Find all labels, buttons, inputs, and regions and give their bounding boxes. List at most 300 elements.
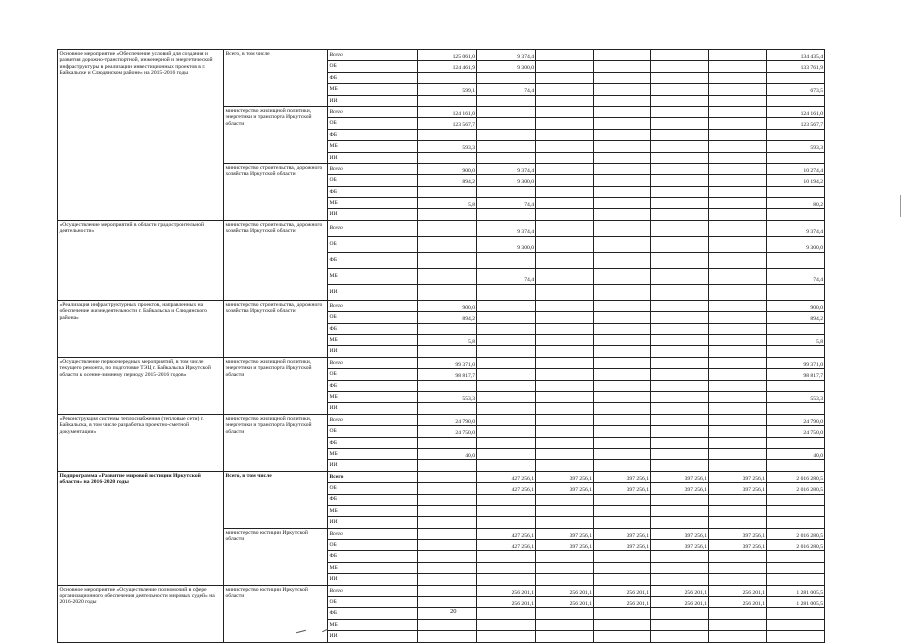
funding-source: Всего: [328, 471, 418, 482]
amount-cell: [536, 494, 594, 505]
amount-cell: [477, 517, 536, 528]
amount-cell: [709, 84, 767, 95]
amount-cell: [594, 323, 651, 334]
amount-cell: [418, 494, 477, 505]
amount-cell: [767, 346, 825, 357]
amount-cell: [709, 129, 767, 140]
amount-cell: [418, 608, 477, 619]
amount-cell: 9 300,0: [767, 236, 825, 252]
table-row: [58, 414, 825, 425]
amount-cell: [594, 391, 651, 402]
amount-cell: [651, 252, 709, 268]
funding-source: ИИ: [328, 346, 418, 357]
amount-cell: [536, 300, 594, 311]
activity-description: «Осуществление первоочередных мероприятий, в том числе текущего ремонта, по подготовке ТЭЦ г. Байкальска Иркутской области к осенне-зимнему периоду 2015-2016 годов»: [58, 357, 224, 414]
amount-cell: [418, 483, 477, 494]
amount-cell: [418, 152, 477, 163]
funding-source: ИИ: [328, 284, 418, 300]
amount-cell: [594, 608, 651, 619]
amount-cell: [709, 141, 767, 152]
amount-cell: [477, 391, 536, 402]
amount-cell: 123 567,7: [767, 118, 825, 129]
amount-cell: [709, 335, 767, 346]
funding-source: ОБ: [328, 426, 418, 437]
table-row: [58, 471, 825, 482]
funding-source: ФБ: [328, 323, 418, 334]
funding-source: ФБ: [328, 437, 418, 448]
amount-cell: 397 256,1: [651, 540, 709, 551]
amount-cell: [651, 220, 709, 236]
amount-cell: [651, 608, 709, 619]
amount-cell: [594, 335, 651, 346]
amount-cell: [767, 562, 825, 573]
amount-cell: [536, 152, 594, 163]
funding-source: МБ: [328, 335, 418, 346]
amount-cell: [709, 50, 767, 61]
amount-cell: 10 274,4: [767, 163, 825, 174]
amount-cell: [709, 357, 767, 368]
amount-cell: [536, 619, 594, 630]
amount-cell: [767, 631, 825, 642]
funding-source: ФБ: [328, 129, 418, 140]
amount-cell: [651, 141, 709, 152]
activity-description: Основное мероприятие «Обеспечение условий для создания и развития дорожно-транспортной, инженерной и энергетической инфраструктуры в реализации инвестиционных проектов в г. Байкальске и Слюдянском районе» на 2015-2016 годы: [58, 50, 224, 221]
funding-source: Всего: [328, 106, 418, 117]
amount-cell: 24 790,0: [418, 414, 477, 425]
amount-cell: [767, 437, 825, 448]
amount-cell: [709, 517, 767, 528]
funding-source: МБ: [328, 505, 418, 516]
funding-source: МБ: [328, 448, 418, 459]
amount-cell: [536, 163, 594, 174]
amount-cell: [594, 414, 651, 425]
amount-cell: 397 256,1: [594, 471, 651, 482]
amount-cell: [477, 380, 536, 391]
amount-cell: [651, 574, 709, 585]
amount-cell: 256 201,1: [651, 585, 709, 596]
amount-cell: 256 201,1: [477, 597, 536, 608]
amount-cell: [418, 346, 477, 357]
executor-name: министерство строительства, дорожного хозяйства Иркутской области: [224, 300, 328, 357]
amount-cell: [594, 448, 651, 459]
amount-cell: [536, 448, 594, 459]
funding-source: МБ: [328, 198, 418, 209]
amount-cell: [594, 152, 651, 163]
amount-cell: [536, 323, 594, 334]
table-row: [58, 50, 825, 61]
amount-cell: [418, 597, 477, 608]
funding-source: ОБ: [328, 540, 418, 551]
amount-cell: [477, 426, 536, 437]
funding-source: Всего: [328, 528, 418, 539]
amount-cell: 9 300,0: [477, 61, 536, 72]
amount-cell: [594, 268, 651, 284]
amount-cell: [709, 198, 767, 209]
amount-cell: [709, 437, 767, 448]
amount-cell: [594, 619, 651, 630]
amount-cell: 397 256,1: [594, 483, 651, 494]
amount-cell: 894,2: [418, 175, 477, 186]
amount-cell: 894,2: [418, 312, 477, 323]
funding-source: ИИ: [328, 152, 418, 163]
amount-cell: [709, 300, 767, 311]
amount-cell: [418, 528, 477, 539]
amount-cell: [418, 129, 477, 140]
executor-name: министерство строительства, дорожного хозяйства Иркутской области: [224, 163, 328, 220]
amount-cell: 427 256,1: [477, 471, 536, 482]
amount-cell: [418, 403, 477, 414]
amount-cell: [536, 357, 594, 368]
amount-cell: [594, 380, 651, 391]
amount-cell: [709, 95, 767, 106]
amount-cell: [477, 608, 536, 619]
amount-cell: [536, 426, 594, 437]
amount-cell: [594, 312, 651, 323]
amount-cell: [536, 84, 594, 95]
amount-cell: [594, 84, 651, 95]
funding-source: ОБ: [328, 369, 418, 380]
amount-cell: [536, 236, 594, 252]
amount-cell: [418, 574, 477, 585]
amount-cell: 397 256,1: [536, 471, 594, 482]
amount-cell: [418, 505, 477, 516]
amount-cell: [594, 72, 651, 83]
amount-cell: [594, 209, 651, 220]
amount-cell: [709, 403, 767, 414]
amount-cell: [594, 118, 651, 129]
amount-cell: [709, 608, 767, 619]
amount-cell: [536, 631, 594, 642]
amount-cell: [767, 619, 825, 630]
amount-cell: [594, 141, 651, 152]
amount-cell: 1 281 005,5: [767, 585, 825, 596]
amount-cell: [536, 252, 594, 268]
amount-cell: [709, 448, 767, 459]
amount-cell: [477, 284, 536, 300]
amount-cell: [767, 95, 825, 106]
amount-cell: [477, 414, 536, 425]
amount-cell: [594, 220, 651, 236]
amount-cell: 397 256,1: [651, 528, 709, 539]
table-row: [58, 220, 825, 236]
amount-cell: [651, 357, 709, 368]
funding-source: ОБ: [328, 597, 418, 608]
amount-cell: 5,8: [767, 335, 825, 346]
funding-source: Всего: [328, 220, 418, 236]
amount-cell: [709, 163, 767, 174]
amount-cell: [536, 61, 594, 72]
amount-cell: 593,3: [767, 141, 825, 152]
amount-cell: [651, 437, 709, 448]
amount-cell: 9 374,4: [477, 163, 536, 174]
amount-cell: 256 201,1: [536, 585, 594, 596]
amount-cell: [767, 403, 825, 414]
amount-cell: [767, 505, 825, 516]
amount-cell: [651, 198, 709, 209]
amount-cell: [536, 72, 594, 83]
funding-source: МБ: [328, 391, 418, 402]
amount-cell: [767, 460, 825, 471]
amount-cell: 9 374,4: [477, 50, 536, 61]
amount-cell: [418, 72, 477, 83]
amount-cell: [709, 72, 767, 83]
amount-cell: [594, 517, 651, 528]
funding-source: МБ: [328, 619, 418, 630]
amount-cell: [536, 437, 594, 448]
amount-cell: [536, 403, 594, 414]
amount-cell: [594, 369, 651, 380]
funding-source: ИИ: [328, 95, 418, 106]
amount-cell: 900,0: [418, 163, 477, 174]
funding-source: ОБ: [328, 175, 418, 186]
amount-cell: 74,4: [477, 198, 536, 209]
funding-source: ФБ: [328, 252, 418, 268]
amount-cell: [536, 380, 594, 391]
amount-cell: 9 300,0: [477, 175, 536, 186]
amount-cell: [709, 61, 767, 72]
amount-cell: [477, 494, 536, 505]
amount-cell: [594, 505, 651, 516]
amount-cell: 2 016 280,5: [767, 540, 825, 551]
amount-cell: [709, 562, 767, 573]
amount-cell: [418, 585, 477, 596]
amount-cell: 74,4: [477, 268, 536, 284]
amount-cell: 123 567,7: [418, 118, 477, 129]
amount-cell: [536, 369, 594, 380]
amount-cell: [594, 346, 651, 357]
amount-cell: 9 374,4: [477, 220, 536, 236]
amount-cell: [477, 72, 536, 83]
amount-cell: 124 161,0: [767, 106, 825, 117]
funding-source: ФБ: [328, 551, 418, 562]
amount-cell: [594, 357, 651, 368]
amount-cell: 256 201,1: [594, 597, 651, 608]
funding-source: ОБ: [328, 312, 418, 323]
amount-cell: [594, 236, 651, 252]
amount-cell: 673,5: [767, 84, 825, 95]
amount-cell: 2 016 280,5: [767, 471, 825, 482]
amount-cell: [418, 437, 477, 448]
amount-cell: [767, 209, 825, 220]
amount-cell: 124 461,9: [418, 61, 477, 72]
amount-cell: [477, 95, 536, 106]
amount-cell: 5,8: [418, 198, 477, 209]
amount-cell: [709, 186, 767, 197]
amount-cell: [418, 268, 477, 284]
amount-cell: [536, 141, 594, 152]
amount-cell: [418, 252, 477, 268]
activity-description: Подпрограмма «Развитие мировой юстиции Иркутской области» на 2016-2020 годы: [58, 471, 224, 585]
funding-source: МБ: [328, 141, 418, 152]
amount-cell: [709, 631, 767, 642]
amount-cell: [536, 391, 594, 402]
amount-cell: [767, 574, 825, 585]
amount-cell: [536, 562, 594, 573]
amount-cell: [767, 323, 825, 334]
amount-cell: [536, 50, 594, 61]
amount-cell: 427 256,1: [477, 540, 536, 551]
table-row: [58, 357, 825, 368]
amount-cell: [709, 236, 767, 252]
amount-cell: 40,0: [767, 448, 825, 459]
scan-artifact: [900, 195, 901, 217]
amount-cell: 427 256,1: [477, 483, 536, 494]
amount-cell: [536, 186, 594, 197]
amount-cell: 397 256,1: [651, 471, 709, 482]
amount-cell: [709, 380, 767, 391]
amount-cell: [651, 391, 709, 402]
amount-cell: 98 817,7: [418, 369, 477, 380]
amount-cell: [594, 50, 651, 61]
amount-cell: [651, 494, 709, 505]
amount-cell: [594, 106, 651, 117]
amount-cell: 397 256,1: [536, 528, 594, 539]
activity-description: Основное мероприятие «Осуществление полномочий в сфере организационного обеспечения деятельности мировых судей» на 2016-2020 годы: [58, 585, 224, 642]
amount-cell: [418, 471, 477, 482]
amount-cell: [767, 284, 825, 300]
amount-cell: 256 201,1: [709, 585, 767, 596]
amount-cell: [477, 118, 536, 129]
amount-cell: [536, 118, 594, 129]
amount-cell: [594, 300, 651, 311]
amount-cell: [594, 403, 651, 414]
amount-cell: [536, 106, 594, 117]
amount-cell: [536, 346, 594, 357]
amount-cell: [477, 312, 536, 323]
amount-cell: [536, 414, 594, 425]
funding-source: МБ: [328, 84, 418, 95]
amount-cell: [418, 619, 477, 630]
amount-cell: 900,0: [767, 300, 825, 311]
amount-cell: [709, 460, 767, 471]
amount-cell: [709, 252, 767, 268]
amount-cell: [418, 540, 477, 551]
amount-cell: [767, 608, 825, 619]
activity-description: «Реализация инфраструктурных проектов, направленных на обеспечение жизнедеятельности г. Байкальска и Слюдянского района»: [58, 300, 224, 357]
budget-table-body: [58, 50, 825, 643]
funding-source: ОБ: [328, 483, 418, 494]
amount-cell: 99 371,0: [767, 357, 825, 368]
amount-cell: [594, 186, 651, 197]
amount-cell: [709, 619, 767, 630]
amount-cell: 553,3: [418, 391, 477, 402]
amount-cell: [477, 631, 536, 642]
amount-cell: [767, 494, 825, 505]
amount-cell: [418, 460, 477, 471]
amount-cell: [651, 300, 709, 311]
executor-name: министерство юстиции Иркутской области: [224, 585, 328, 642]
amount-cell: [709, 551, 767, 562]
amount-cell: 256 201,1: [594, 585, 651, 596]
amount-cell: [477, 346, 536, 357]
funding-source: Всего: [328, 163, 418, 174]
amount-cell: 427 256,1: [477, 528, 536, 539]
amount-cell: [651, 460, 709, 471]
amount-cell: 397 256,1: [651, 483, 709, 494]
amount-cell: [767, 129, 825, 140]
amount-cell: [536, 284, 594, 300]
amount-cell: [536, 505, 594, 516]
table-row: [58, 585, 825, 596]
amount-cell: [767, 380, 825, 391]
amount-cell: [477, 129, 536, 140]
funding-source: ФБ: [328, 380, 418, 391]
amount-cell: [651, 84, 709, 95]
amount-cell: [767, 252, 825, 268]
funding-source: Всего: [328, 357, 418, 368]
funding-source: ИИ: [328, 460, 418, 471]
amount-cell: 256 201,1: [651, 597, 709, 608]
amount-cell: [594, 631, 651, 642]
amount-cell: [651, 505, 709, 516]
amount-cell: 1 281 005,5: [767, 597, 825, 608]
amount-cell: 98 817,7: [767, 369, 825, 380]
amount-cell: [651, 448, 709, 459]
amount-cell: [651, 335, 709, 346]
amount-cell: [536, 517, 594, 528]
amount-cell: [418, 562, 477, 573]
executor-name: министерство жилищной политики, энергетики и транспорта Иркутской области: [224, 357, 328, 414]
activity-description: «Реконструкция системы теплоснабжения (тепловые сети) г. Байкальска, в том числе разработка проектно-сметной документации»: [58, 414, 224, 471]
amount-cell: [709, 574, 767, 585]
amount-cell: [477, 252, 536, 268]
amount-cell: [477, 574, 536, 585]
amount-cell: [536, 95, 594, 106]
amount-cell: [709, 494, 767, 505]
amount-cell: [767, 551, 825, 562]
amount-cell: 80,2: [767, 198, 825, 209]
amount-cell: [651, 323, 709, 334]
amount-cell: [651, 186, 709, 197]
amount-cell: [536, 460, 594, 471]
amount-cell: [767, 517, 825, 528]
amount-cell: [709, 220, 767, 236]
amount-cell: 74,4: [477, 84, 536, 95]
amount-cell: [477, 403, 536, 414]
amount-cell: [477, 106, 536, 117]
amount-cell: [418, 517, 477, 528]
amount-cell: [594, 198, 651, 209]
amount-cell: [536, 574, 594, 585]
amount-cell: 9 300,0: [477, 236, 536, 252]
amount-cell: 125 061,0: [418, 50, 477, 61]
amount-cell: [418, 209, 477, 220]
amount-cell: [651, 50, 709, 61]
amount-cell: [651, 268, 709, 284]
amount-cell: [418, 323, 477, 334]
amount-cell: [418, 551, 477, 562]
funding-source: ИИ: [328, 209, 418, 220]
amount-cell: [536, 312, 594, 323]
amount-cell: [709, 426, 767, 437]
amount-cell: [477, 369, 536, 380]
amount-cell: [418, 284, 477, 300]
funding-source: МБ: [328, 562, 418, 573]
amount-cell: [477, 152, 536, 163]
amount-cell: [536, 209, 594, 220]
executor-name: Всего, в том числе: [224, 50, 328, 107]
amount-cell: 397 256,1: [536, 540, 594, 551]
amount-cell: [594, 494, 651, 505]
amount-cell: [477, 357, 536, 368]
amount-cell: [594, 574, 651, 585]
amount-cell: [651, 209, 709, 220]
amount-cell: [418, 236, 477, 252]
amount-cell: [418, 380, 477, 391]
amount-cell: [709, 391, 767, 402]
funding-source: МБ: [328, 268, 418, 284]
executor-name: министерство строительства, дорожного хозяйства Иркутской области: [224, 220, 328, 300]
